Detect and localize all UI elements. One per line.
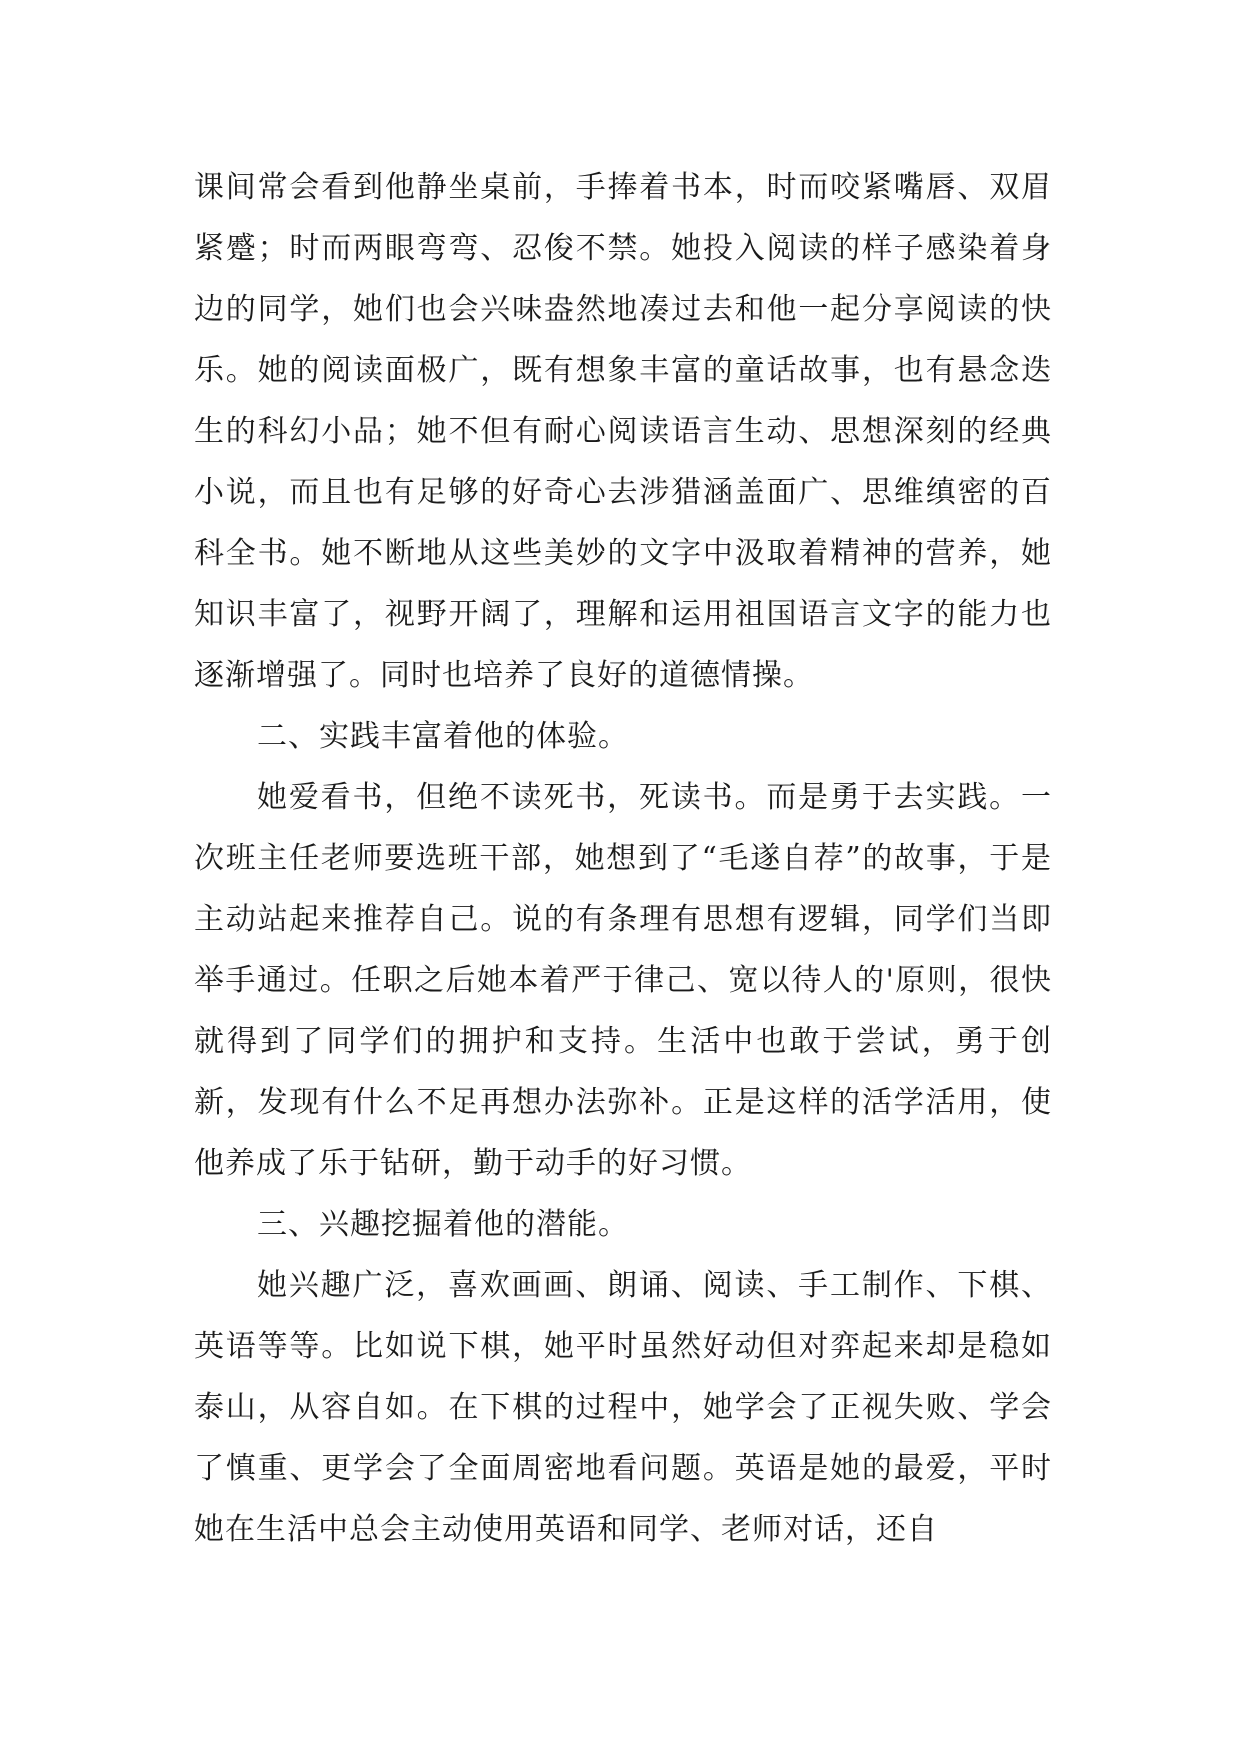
document-body — [194, 157, 1052, 1560]
section-heading-practice: 二、实践丰富着他的体验。 — [257, 719, 629, 754]
body-paragraph: 她爱看书，但绝不读死书，死读书。而是勇于去实践。一次班主任老师要选班干部，她想到了“毛遂自荐”的故事，于是主动站起来推荐自己。说的有条理有思想有逻辑，同学们当即举手通过。任职之后她本着严于律己、宽以待人的'原则，很快就得到了同学们的拥护和支持。生活中也敢于尝试，勇于创新，发现有什么不足再想办法弥补。正是这样的活学活用，使他养成了乐于钻研，勤于动手的好习惯。 — [194, 780, 1052, 1181]
section-heading-interest: 三、兴趣挖掘着他的潜能。 — [257, 1207, 629, 1242]
body-paragraph: 课间常会看到他静坐桌前，手捧着书本，时而咬紧嘴唇、双眉紧蹙；时而两眼弯弯、忍俊不禁。她投入阅读的样子感染着身边的同学，她们也会兴味盎然地凑过去和他一起分享阅读的快乐。她的阅读面极广，既有想象丰富的童话故事，也有悬念迭生的科幻小品；她不但有耐心阅读语言生动、思想深刻的经典小说，而且也有足够的好奇心去涉猎涵盖面广、思维缜密的百科全书。她不断地从这些美妙的文字中汲取着精神的营养，她知识丰富了，视野开阔了，理解和运用祖国语言文字的能力也逐渐增强了。同时也培养了良好的道德情操。 — [194, 170, 1052, 693]
body-paragraph: 她兴趣广泛，喜欢画画、朗诵、阅读、手工制作、下棋、英语等等。比如说下棋，她平时虽然好动但对弈起来却是稳如泰山，从容自如。在下棋的过程中，她学会了正视失败、学会了慎重、更学会了全面周密地看问题。英语是她的最爱，平时她在生活中总会主动使用英语和同学、老师对话，还自 — [194, 1268, 1052, 1547]
